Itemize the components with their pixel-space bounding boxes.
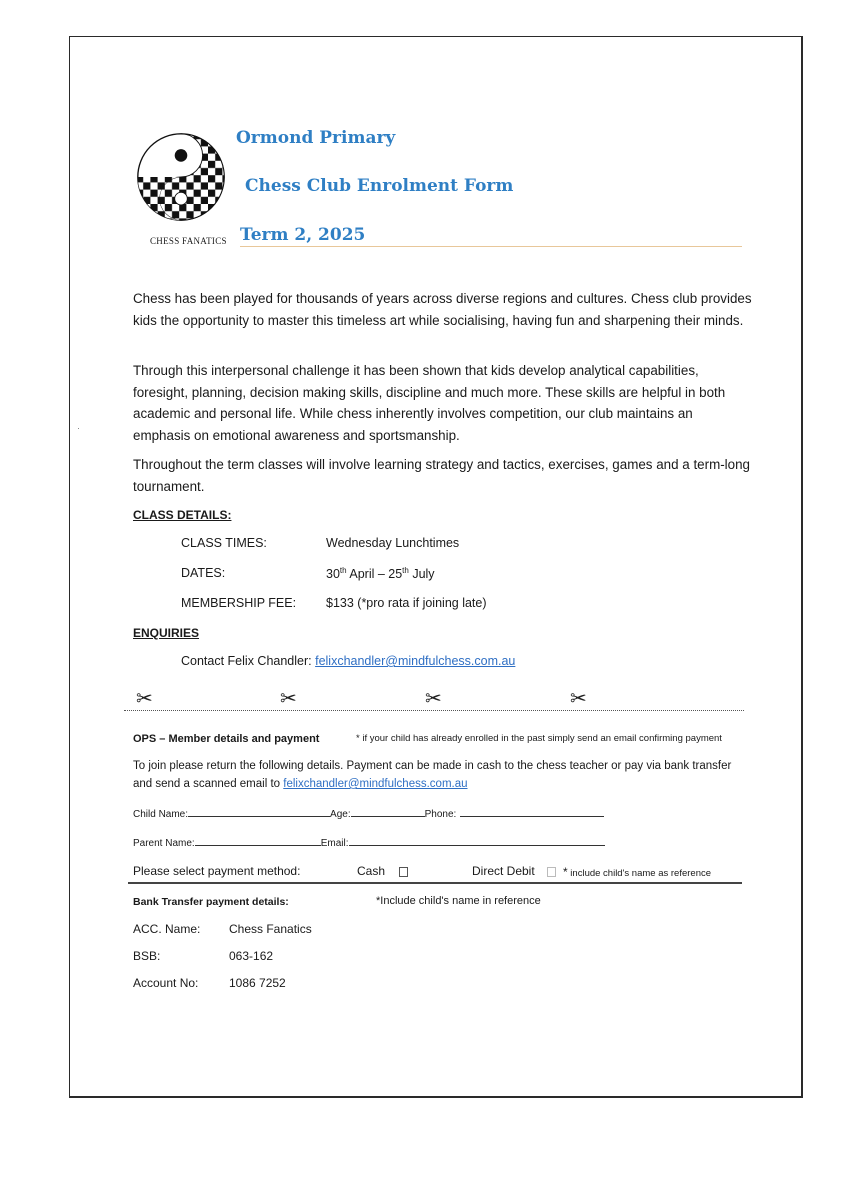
- join-text: To join please return the following details. Payment can be made in cash to the chess teacher or pay via bank transfer and send a scanned email to: [133, 760, 732, 790]
- dates-end-month: July: [408, 567, 435, 582]
- contact-line: [181, 654, 515, 668]
- ops-note: * if your child has already enrolled in the past simply send an email confirming payment: [356, 733, 722, 744]
- dates-label: DATES:: [181, 566, 226, 580]
- acc-name-label: ACC. Name:: [133, 922, 201, 936]
- scissors-icon: ✂: [136, 686, 153, 710]
- membership-fee-label: MEMBERSHIP FEE:: [181, 596, 297, 610]
- age-label: Age:: [330, 809, 351, 820]
- ops-section-title: OPS – Member details and payment: [133, 733, 320, 745]
- parent-name-label: Parent Name:: [133, 838, 195, 849]
- intro-paragraph-3: Throughout the term classes will involve learning strategy and tactics, exercises, games and a term-long tournament.: [133, 457, 751, 494]
- membership-fee-value: $133 (*pro rata if joining late): [326, 596, 487, 610]
- scissors-icon: ✂: [425, 686, 442, 710]
- dates-end-suffix: th: [402, 566, 409, 575]
- dates-end-day: 25: [388, 567, 403, 582]
- school-name: Ormond Primary: [236, 128, 396, 148]
- direct-debit-option[interactable]: [472, 864, 556, 878]
- cash-option[interactable]: [357, 864, 408, 878]
- acc-name-value: Chess Fanatics: [229, 922, 312, 936]
- age-field[interactable]: [351, 806, 425, 817]
- dates-start-suffix: th: [339, 566, 347, 575]
- join-instructions: [133, 757, 743, 793]
- cash-checkbox[interactable]: [399, 867, 408, 877]
- email-label: Email:: [320, 838, 349, 849]
- parent-name-field[interactable]: [195, 835, 321, 846]
- yin-yang-chess-logo-icon: [136, 132, 226, 222]
- class-details-heading: CLASS DETAILS:: [133, 508, 232, 522]
- scissors-icon: ✂: [570, 686, 587, 710]
- payment-divider: [128, 882, 742, 884]
- scan-speck: [78, 428, 79, 429]
- child-details-line: [133, 806, 604, 820]
- logo-caption: CHESS FANATICS: [150, 236, 227, 246]
- dd-note-text: include child's name as reference: [567, 868, 712, 879]
- intro-paragraph-1: Chess has been played for thousands of years across diverse regions and cultures. Chess club provides kids the opportunity to master this timeless art while socialising, having fun and sharpening their minds.: [133, 291, 752, 328]
- bank-transfer-title: Bank Transfer payment details:: [133, 896, 289, 908]
- contact-email-link[interactable]: felixchandler@mindfulchess.com.au: [315, 654, 516, 668]
- account-no-value: 1086 7252: [229, 976, 286, 990]
- scissors-icon: ✂: [280, 686, 297, 710]
- intro-paragraph-2: Through this interpersonal challenge it has been shown that kids develop analytical capabilities, foresight, planning, decision making skills, discipline and much more. These skills are helpful in both academic and personal life. While chess inherently involves competition, our club maintains an emphasis on emotional awareness and sportsmanship.: [133, 363, 726, 443]
- join-email-link[interactable]: felixchandler@mindfulchess.com.au: [283, 778, 468, 790]
- payment-method-label: Please select payment method:: [133, 864, 301, 878]
- contact-prefix: Contact Felix Chandler:: [181, 654, 316, 668]
- form-title: Chess Club Enrolment Form: [245, 176, 514, 196]
- bank-transfer-note: *Include child's name in reference: [376, 895, 541, 907]
- account-no-label: Account No:: [133, 976, 199, 990]
- direct-debit-label: Direct Debit: [472, 864, 535, 878]
- bsb-label: BSB:: [133, 949, 161, 963]
- phone-field[interactable]: [460, 806, 604, 817]
- cash-label: Cash: [357, 864, 386, 878]
- term-title: Term 2, 2025: [240, 225, 366, 245]
- direct-debit-checkbox[interactable]: [547, 867, 556, 877]
- class-times-value: Wednesday Lunchtimes: [326, 536, 460, 550]
- dates-start-day: 30: [326, 567, 340, 582]
- child-name-field[interactable]: [188, 806, 330, 817]
- child-name-label: Child Name:: [133, 809, 189, 820]
- enquiries-heading: ENQUIRIES: [133, 626, 200, 640]
- email-field[interactable]: [349, 835, 605, 846]
- cut-dotted-line: [124, 710, 744, 711]
- parent-details-line: [133, 835, 605, 849]
- bsb-value: 063-162: [229, 949, 274, 963]
- dates-value: [326, 566, 435, 581]
- dates-start-month: April –: [346, 567, 389, 582]
- dd-note-star: *: [563, 865, 568, 879]
- phone-label: Phone:: [424, 809, 457, 820]
- class-times-label: CLASS TIMES:: [181, 536, 267, 550]
- direct-debit-note: [563, 865, 711, 879]
- title-underline: [240, 246, 742, 247]
